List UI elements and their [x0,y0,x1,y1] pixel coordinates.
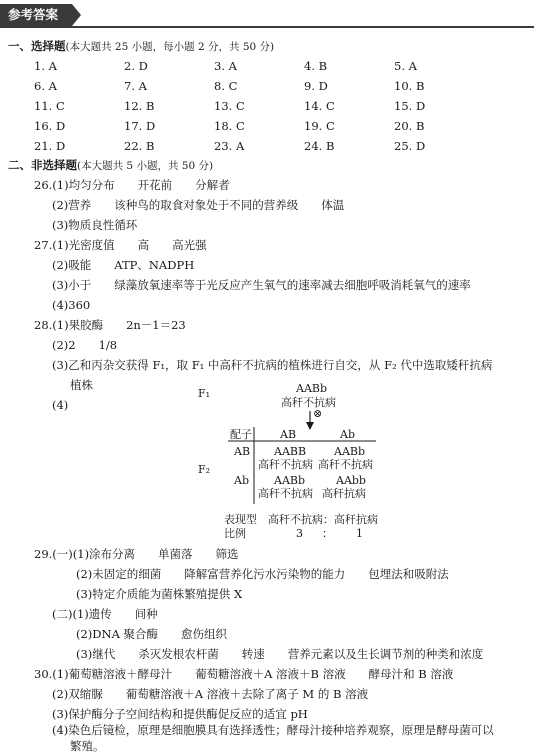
mc-answer: 7. A [124,79,147,93]
q30-line: (4)染色后镜检，原理是细胞膜具有选择透性；酵母汁接种培养观察，原理是酵母菌可以 [52,723,494,737]
gamete-col-ab: AB [280,428,297,441]
selfing-symbol: ⊗ [313,407,323,420]
phenotype-value: 高秆不抗病：高秆抗病 [268,513,378,526]
mc-answer: 16. D [34,119,66,133]
q26-line: (2)营养 该种鸟的取食对象处于不同的营养级 体温 [52,198,345,212]
mc-answer: 4. B [304,59,328,73]
mc-answer: 6. A [34,79,57,93]
q29-line: (2)DNA 聚合酶 愈伤组织 [76,627,228,641]
q27-line: (2)吸能 ATP、NADPH [52,258,195,272]
f2-label: F₂ [198,463,211,476]
q26-line: 26.(1)均匀分布 开花前 分解者 [34,178,230,192]
mc-answer: 14. C [304,99,335,113]
mc-answer: 1. A [34,59,57,73]
section-1-note: (本大题共 25 小题，每小题 2 分，共 50 分) [65,41,275,53]
mc-answer: 22. B [124,139,155,153]
cell-phenotype: 高秆不抗病 [258,458,313,471]
mc-answer: 15. D [394,99,426,113]
mc-answer: 8. C [214,79,238,93]
q29-line: (2)未固定的细菌 降解富营养化污水污染物的能力 包埋法和吸附法 [76,567,449,581]
gamete-col-ab-lower: Ab [340,428,355,441]
q28-line: (3)乙和丙杂交获得 F₁，取 F₁ 中高秆不抗病的植株进行自交，从 F₂ 代中选取矮秆抗病 [52,358,493,372]
mc-answer: 2. D [124,59,148,73]
section-2-title: 二、非选择题 [8,158,77,172]
cell-genotype: AABb [274,474,306,487]
q30-line: (3)保护酶分子空间结构和提供酶促反应的适宜 pH [52,707,308,721]
mc-answer: 20. B [394,119,425,133]
ratio-label: 比例 [224,527,246,540]
q30-line: (2)双缩脲 葡萄糖溶液＋A 溶液＋去除了离子 M 的 B 溶液 [52,687,369,701]
mc-answer: 3. A [214,59,237,73]
cell-genotype: AABb [334,445,366,458]
mc-answer: 12. B [124,99,155,113]
q28-line: 28.(1)果胶酶 2n－1＝23 [34,318,186,332]
ratio-b: 1 [356,527,363,540]
cell-genotype: AAbb [336,474,366,487]
q29-line: 29.(一)(1)涂布分离 单菌落 筛选 [34,547,239,561]
mc-answer: 11. C [34,99,65,113]
mc-answer: 17. D [124,119,156,133]
mc-answer: 5. A [394,59,417,73]
parent-genotype: AABb [296,382,328,395]
section-1-title: 一、选择题 [8,39,66,53]
mc-answer: 9. D [304,79,328,93]
mc-answer: 21. D [34,139,66,153]
q28-line: 植株 [70,378,93,392]
cell-phenotype: 高秆不抗病 [318,458,373,471]
mc-answer: 19. C [304,119,335,133]
mc-answer: 25. D [394,139,426,153]
q30-line: 30.(1)葡萄糖溶液＋酵母汁 葡萄糖溶液＋A 溶液＋B 溶液 酵母汁和 B 溶液 [34,667,454,681]
ratio-a: 3 [296,527,303,540]
q29-line: (3)继代 杀灭发根农杆菌 转速 营养元素以及生长调节剂的种类和浓度 [76,647,484,661]
f1-label: F₁ [198,387,211,400]
q27-line: 27.(1)光密度值 高 高光强 [34,238,207,252]
mc-answer: 13. C [214,99,245,113]
answer-header: 参考答案 [0,4,72,26]
q30-line: 繁殖。 [70,739,105,753]
mc-answer: 24. B [304,139,335,153]
cell-genotype: AABB [274,445,307,458]
mc-answer: 10. B [394,79,425,93]
section-2-note: (本大题共 5 小题，共 50 分) [77,160,214,172]
q28-line: (4) [52,398,69,412]
cell-phenotype: 高秆不抗病 [258,487,313,500]
mc-answer: 23. A [214,139,245,153]
q29-line: (3)特定介质能为菌株繁殖提供 X [76,587,243,601]
parent-phenotype: 高秆不抗病 [281,396,336,409]
q26-line: (3)物质良性循环 [52,218,138,232]
q29-line: (二)(1)遗传 间种 [52,607,158,621]
cell-phenotype: 高秆抗病 [322,487,366,500]
q27-line: (3)小于 绿藻放氧速率等于光反应产生氧气的速率减去细胞呼吸消耗氧气的速率 [52,278,471,292]
gamete-row-ab: AB [234,445,251,458]
phenotype-label: 表现型 [224,513,257,526]
ratio-colon: ： [322,527,333,540]
gamete-label: 配子 [230,428,252,441]
gamete-row-ab-lower: Ab [234,474,249,487]
mc-answer: 18. C [214,119,245,133]
q28-line: (2)2 1/8 [52,338,118,352]
q27-line: (4)360 [52,298,91,312]
